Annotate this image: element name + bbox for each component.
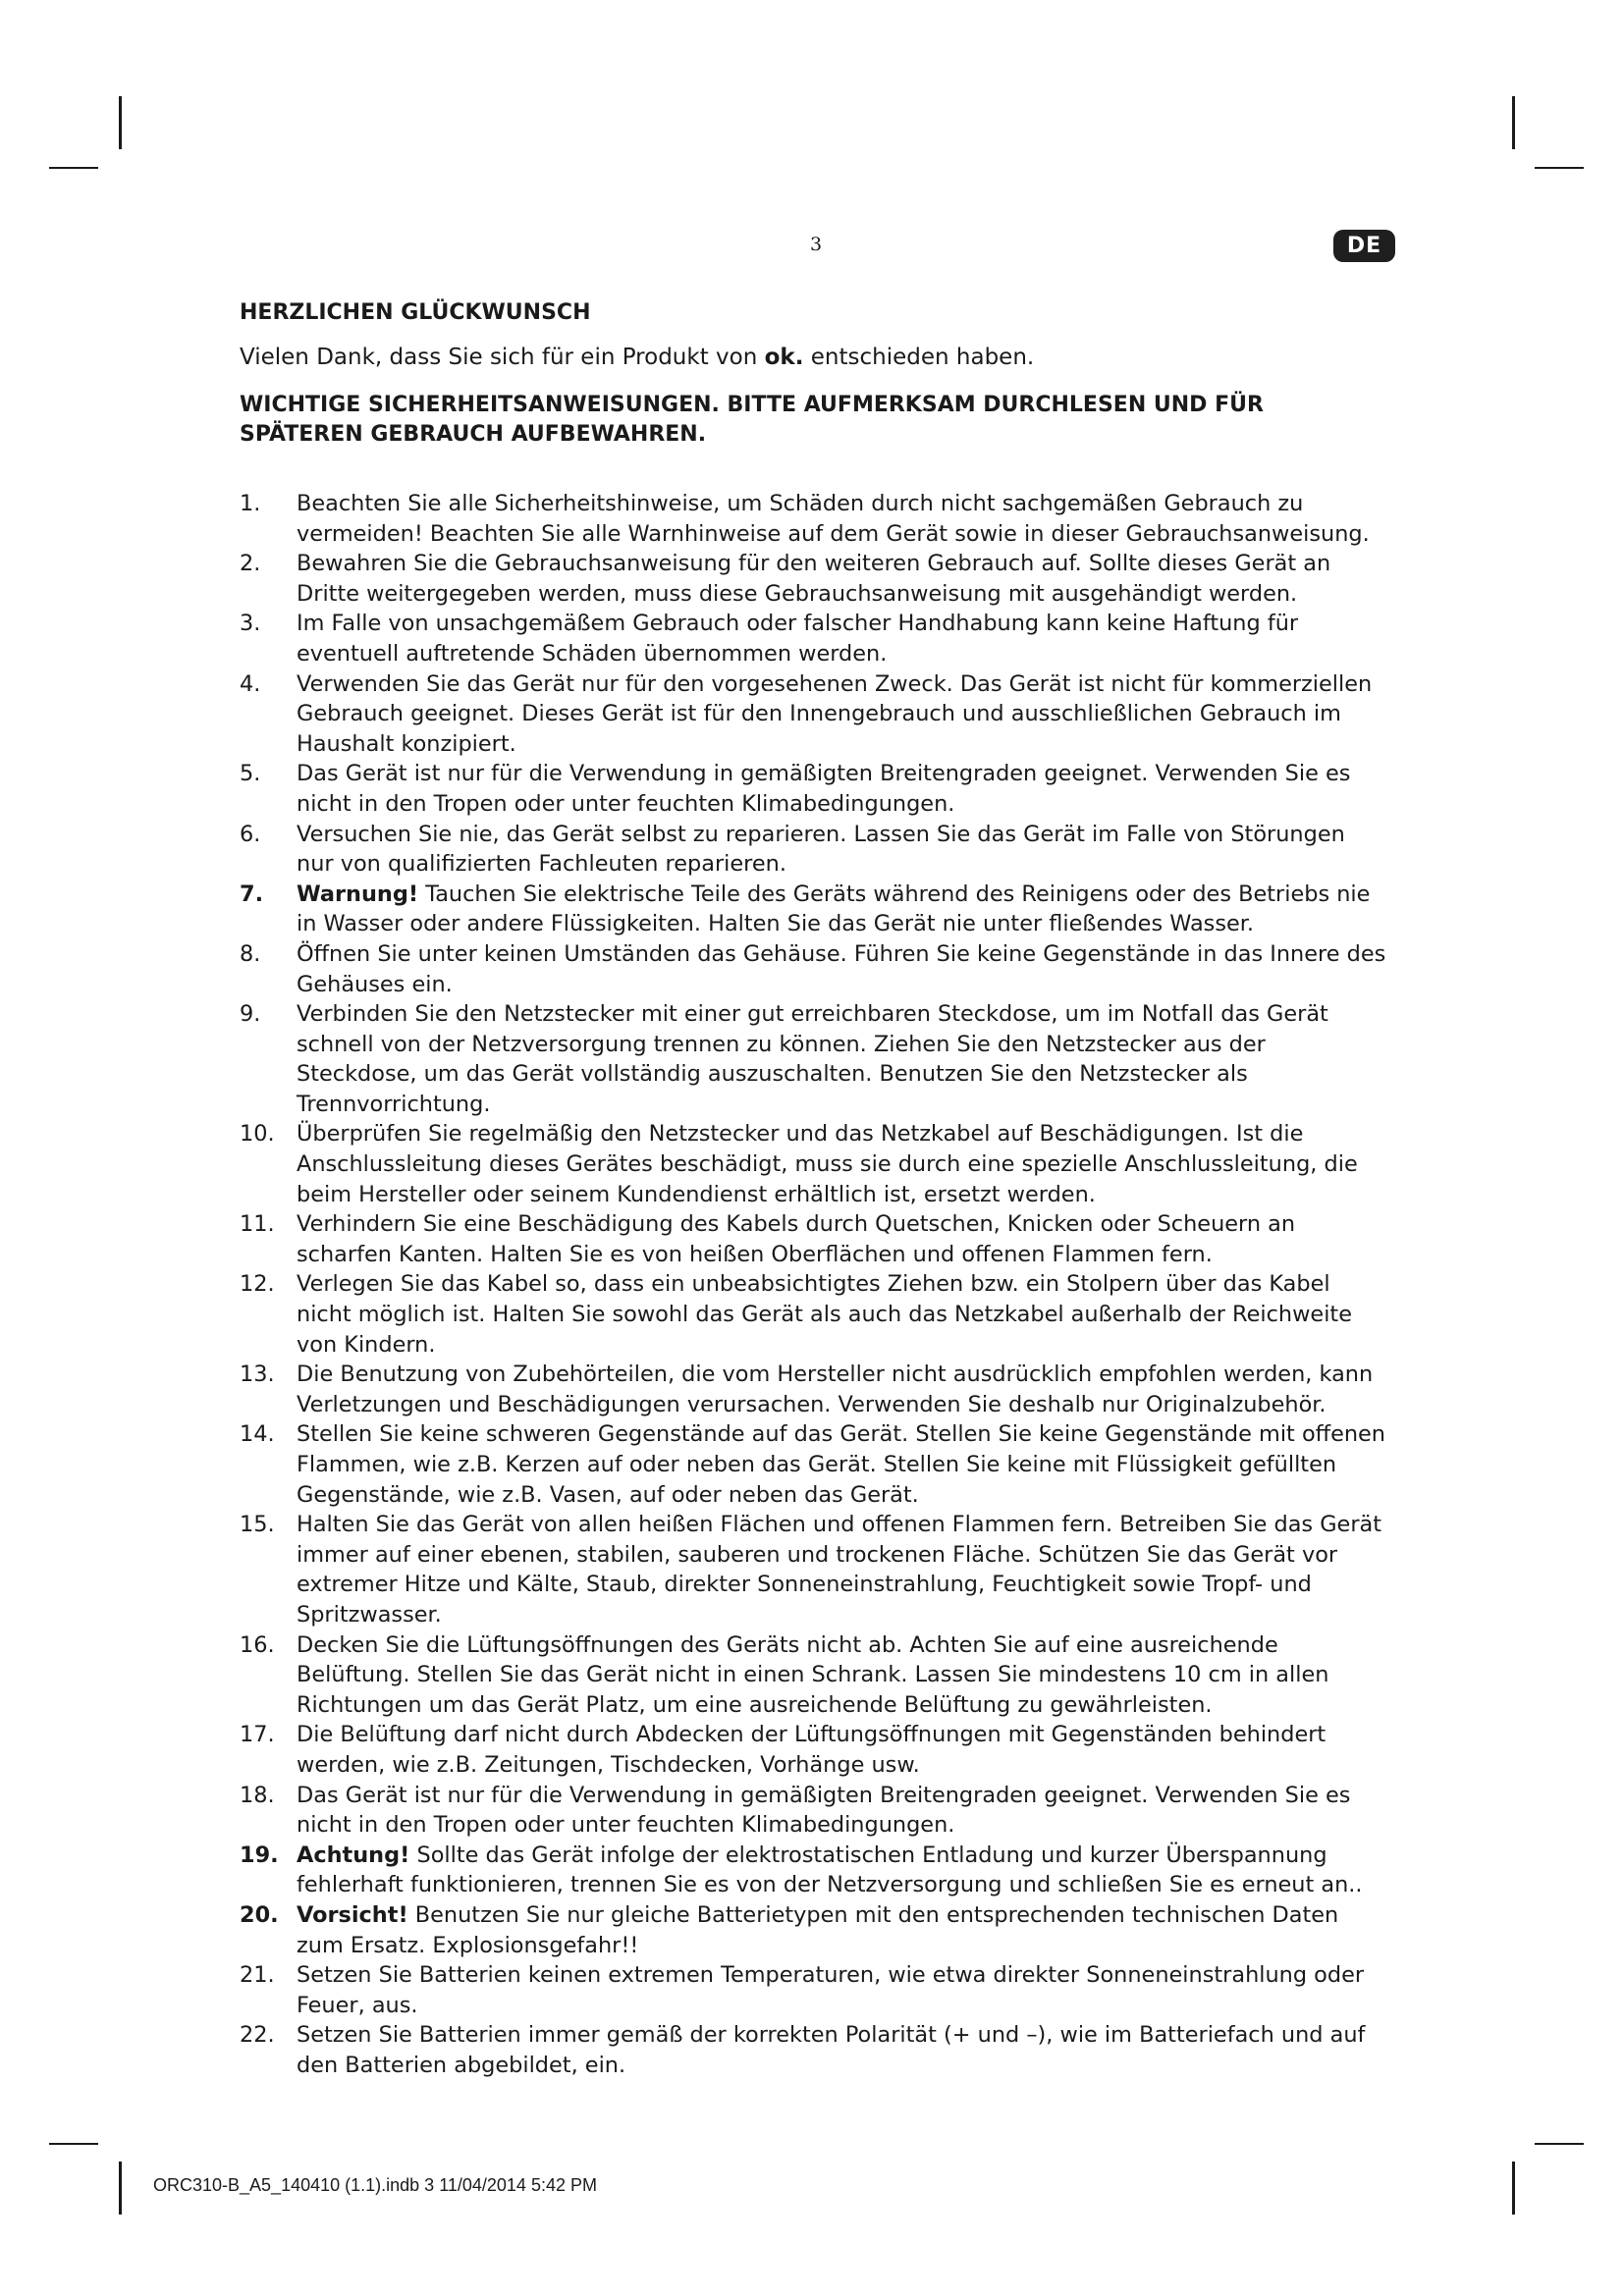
item-text: Verlegen Sie das Kabel so, dass ein unbeabsichtigtes Ziehen bzw. ein Stolpern über das Kabel nicht möglich ist. Halten Sie sowohl das Gerät als auch das Netzkabel außerhalb der Reichweite von Kindern.: [297, 1271, 1352, 1358]
crop-mark: [1535, 167, 1584, 169]
safety-item: [240, 1720, 1388, 1780]
item-number: 21.: [240, 1962, 275, 1989]
safety-item: [240, 1630, 1388, 1721]
safety-item: [240, 880, 1388, 939]
item-number: 7.: [240, 881, 264, 907]
item-number: 15.: [240, 1512, 275, 1538]
item-text: Versuchen Sie nie, das Gerät selbst zu reparieren. Lassen Sie das Gerät im Falle von Störungen nur von qualifizierten Fachleuten reparieren.: [297, 821, 1345, 878]
item-number: 11.: [240, 1211, 275, 1238]
crop-mark: [49, 2143, 98, 2145]
item-text: Überprüfen Sie regelmäßig den Netzstecker und das Netzkabel auf Beschädigungen. Ist die Anschlussleitung dieses Gerätes beschädigt, muss sie durch eine spezielle Anschlussleitung, die beim Hersteller oder seinem Kundendienst erhältlich ist, ersetzt werden.: [297, 1121, 1358, 1207]
item-number: 9.: [240, 1001, 261, 1028]
safety-item: [240, 1119, 1388, 1209]
safety-instructions-list: [240, 489, 1388, 2080]
item-number: 5.: [240, 761, 261, 787]
safety-item: [240, 939, 1388, 999]
crop-mark: [119, 96, 122, 149]
safety-item: [240, 1419, 1388, 1510]
item-number: 22.: [240, 2022, 275, 2049]
item-text: Stellen Sie keine schweren Gegenstände auf das Gerät. Stellen Sie keine Gegenstände mit offenen Flammen, wie z.B. Kerzen auf oder neben das Gerät. Stellen Sie keine mit Flüssigkeit gefüllten Gegenstände, wie z.B. Vasen, auf oder neben das Gerät.: [297, 1421, 1386, 1508]
item-number: 16.: [240, 1631, 275, 1658]
item-text: Verbinden Sie den Netzstecker mit einer gut erreichbaren Steckdose, um im Notfall das Gerät schnell von der Netzversorgung trennen zu können. Ziehen Sie den Netzstecker aus der Steckdose, um das Gerät vollständig auszuschalten. Benutzen Sie den Netzstecker als Trennvorrichtung.: [297, 1001, 1328, 1117]
language-badge: DE: [1333, 230, 1395, 262]
item-text: Setzen Sie Batterien immer gemäß der korrekten Polarität (+ und –), wie im Batteriefach und auf den Batterien abgebildet, ein.: [297, 2022, 1366, 2078]
item-text: Bewahren Sie die Gebrauchsanweisung für den weiteren Gebrauch auf. Sollte dieses Gerät an Dritte weitergegeben werden, muss diese Gebrauchsanweisung mit ausgehändigt werden.: [297, 551, 1331, 607]
crop-mark: [119, 2162, 122, 2215]
brand-name: ok.: [764, 345, 804, 370]
item-number: 10.: [240, 1121, 275, 1148]
item-text: Das Gerät ist nur für die Verwendung in gemäßigten Breitengraden geeignet. Verwenden Sie es nicht in den Tropen oder unter feuchten Klimabedingungen.: [297, 761, 1351, 817]
safety-item: [240, 489, 1388, 549]
safety-item: [240, 549, 1388, 609]
safety-item: [240, 820, 1388, 880]
crop-mark: [1512, 2162, 1515, 2215]
item-lead: Warnung!: [297, 881, 419, 907]
item-number: 18.: [240, 1782, 275, 1808]
safety-item: [240, 2020, 1388, 2080]
safety-heading: WICHTIGE SICHERHEITSANWEISUNGEN. BITTE AUFMERKSAM DURCHLESEN UND FÜR SPÄTEREN GEBRAUCH AUFBEWAHREN.: [240, 393, 1264, 447]
congratulations-heading: HERZLICHEN GLÜCKWUNSCH: [240, 300, 591, 325]
manual-content: [240, 298, 1388, 2080]
item-number: 12.: [240, 1271, 275, 1298]
item-lead: Vorsicht!: [297, 1901, 408, 1928]
item-text: Setzen Sie Batterien keinen extremen Temperaturen, wie etwa direkter Sonneneinstrahlung oder Feuer, aus.: [297, 1962, 1365, 2018]
item-text: Beachten Sie alle Sicherheitshinweise, um Schäden durch nicht sachgemäßen Gebrauch zu vermeiden! Beachten Sie alle Warnhinweise auf dem Gerät sowie in dieser Gebrauchsanweisung.: [297, 491, 1370, 547]
page-number: 3: [809, 234, 823, 255]
item-text: Öffnen Sie unter keinen Umständen das Gehäuse. Führen Sie keine Gegenstände in das Innere des Gehäuses ein.: [297, 940, 1386, 997]
safety-item: [240, 1960, 1388, 2020]
item-text: Das Gerät ist nur für die Verwendung in gemäßigten Breitengraden geeignet. Verwenden Sie es nicht in den Tropen oder unter feuchten Klimabedingungen.: [297, 1782, 1351, 1839]
safety-item: [240, 1900, 1388, 1960]
item-text: Verhindern Sie eine Beschädigung des Kabels durch Quetschen, Knicken oder Scheuern an scharfen Kanten. Halten Sie es von heißen Oberflächen und offenen Flammen fern.: [297, 1211, 1296, 1267]
crop-mark: [49, 167, 98, 169]
item-number: 20.: [240, 1901, 279, 1928]
safety-item: [240, 1269, 1388, 1360]
safety-item: [240, 609, 1388, 668]
item-text: Tauchen Sie elektrische Teile des Geräts während des Reinigens oder des Betriebs nie in Wasser oder andere Flüssigkeiten. Halten Sie das Gerät nie unter fließendes Wasser.: [297, 881, 1371, 937]
safety-item: [240, 759, 1388, 819]
item-number: 4.: [240, 670, 261, 697]
item-number: 8.: [240, 940, 261, 967]
item-number: 17.: [240, 1722, 275, 1748]
safety-item: [240, 1781, 1388, 1841]
item-number: 6.: [240, 821, 261, 847]
item-text: Halten Sie das Gerät von allen heißen Flächen und offenen Flammen fern. Betreiben Sie das Gerät immer auf einer ebenen, stabilen, sauberen und trockenen Fläche. Schützen Sie das Gerät vor extremer Hitze und Kälte, Staub, direkter Sonneneinstrahlung, Feuchtigkeit sowie Tropf- und Spritzwasser.: [297, 1512, 1382, 1628]
item-text: Die Belüftung darf nicht durch Abdecken der Lüftungsöffnungen mit Gegenständen behindert werden, wie z.B. Zeitungen, Tischdecken, Vorhänge usw.: [297, 1722, 1326, 1778]
item-number: 14.: [240, 1421, 275, 1448]
item-number: 13.: [240, 1362, 275, 1388]
item-text: Decken Sie die Lüftungsöffnungen des Geräts nicht ab. Achten Sie auf eine ausreichende Belüftung. Stellen Sie das Gerät nicht in einen Schrank. Lassen Sie mindestens 10 cm in allen Richtungen um das Gerät Platz, um eine ausreichende Belüftung zu gewährleisten.: [297, 1631, 1329, 1718]
safety-item: [240, 1510, 1388, 1629]
item-text: Verwenden Sie das Gerät nur für den vorgesehenen Zweck. Das Gerät ist nicht für kommerziellen Gebrauch geeignet. Dieses Gerät ist für den Innengebrauch und ausschließlichen Gebrauch im Haushalt konzipiert.: [297, 670, 1373, 757]
intro-after: entschieden haben.: [803, 345, 1035, 370]
safety-item: [240, 1841, 1388, 1900]
safety-item: [240, 669, 1388, 760]
safety-item: [240, 999, 1388, 1119]
item-text: Die Benutzung von Zubehörteilen, die vom Hersteller nicht ausdrücklich empfohlen werden, kann Verletzungen und Beschädigungen verursachen. Verwenden Sie deshalb nur Originalzubehör.: [297, 1362, 1374, 1417]
item-text: Sollte das Gerät infolge der elektrostatischen Entladung und kurzer Überspannung fehlerhaft funktionieren, trennen Sie es von der Netzversorgung und schließen Sie es erneut an..: [297, 1842, 1363, 1898]
crop-mark: [1512, 96, 1515, 149]
safety-item: [240, 1209, 1388, 1269]
item-lead: Achtung!: [297, 1842, 410, 1868]
intro-before: Vielen Dank, dass Sie sich für ein Produkt von: [240, 345, 765, 370]
intro-text: [240, 342, 1388, 373]
item-number: 3.: [240, 611, 261, 637]
item-number: 2.: [240, 551, 261, 577]
print-footer: ORC310-B_A5_140410 (1.1).indb 3 11/04/2014 5:42 PM: [153, 2175, 597, 2195]
item-text: Benutzen Sie nur gleiche Batterietypen mit den entsprechenden technischen Daten zum Ersatz. Explosionsgefahr!!: [297, 1901, 1339, 1958]
item-number: 1.: [240, 491, 261, 516]
crop-mark: [1535, 2143, 1584, 2145]
safety-item: [240, 1360, 1388, 1419]
item-text: Im Falle von unsachgemäßem Gebrauch oder falscher Handhabung kann keine Haftung für eventuell auftretende Schäden übernommen werden.: [297, 611, 1299, 667]
item-number: 19.: [240, 1842, 279, 1868]
